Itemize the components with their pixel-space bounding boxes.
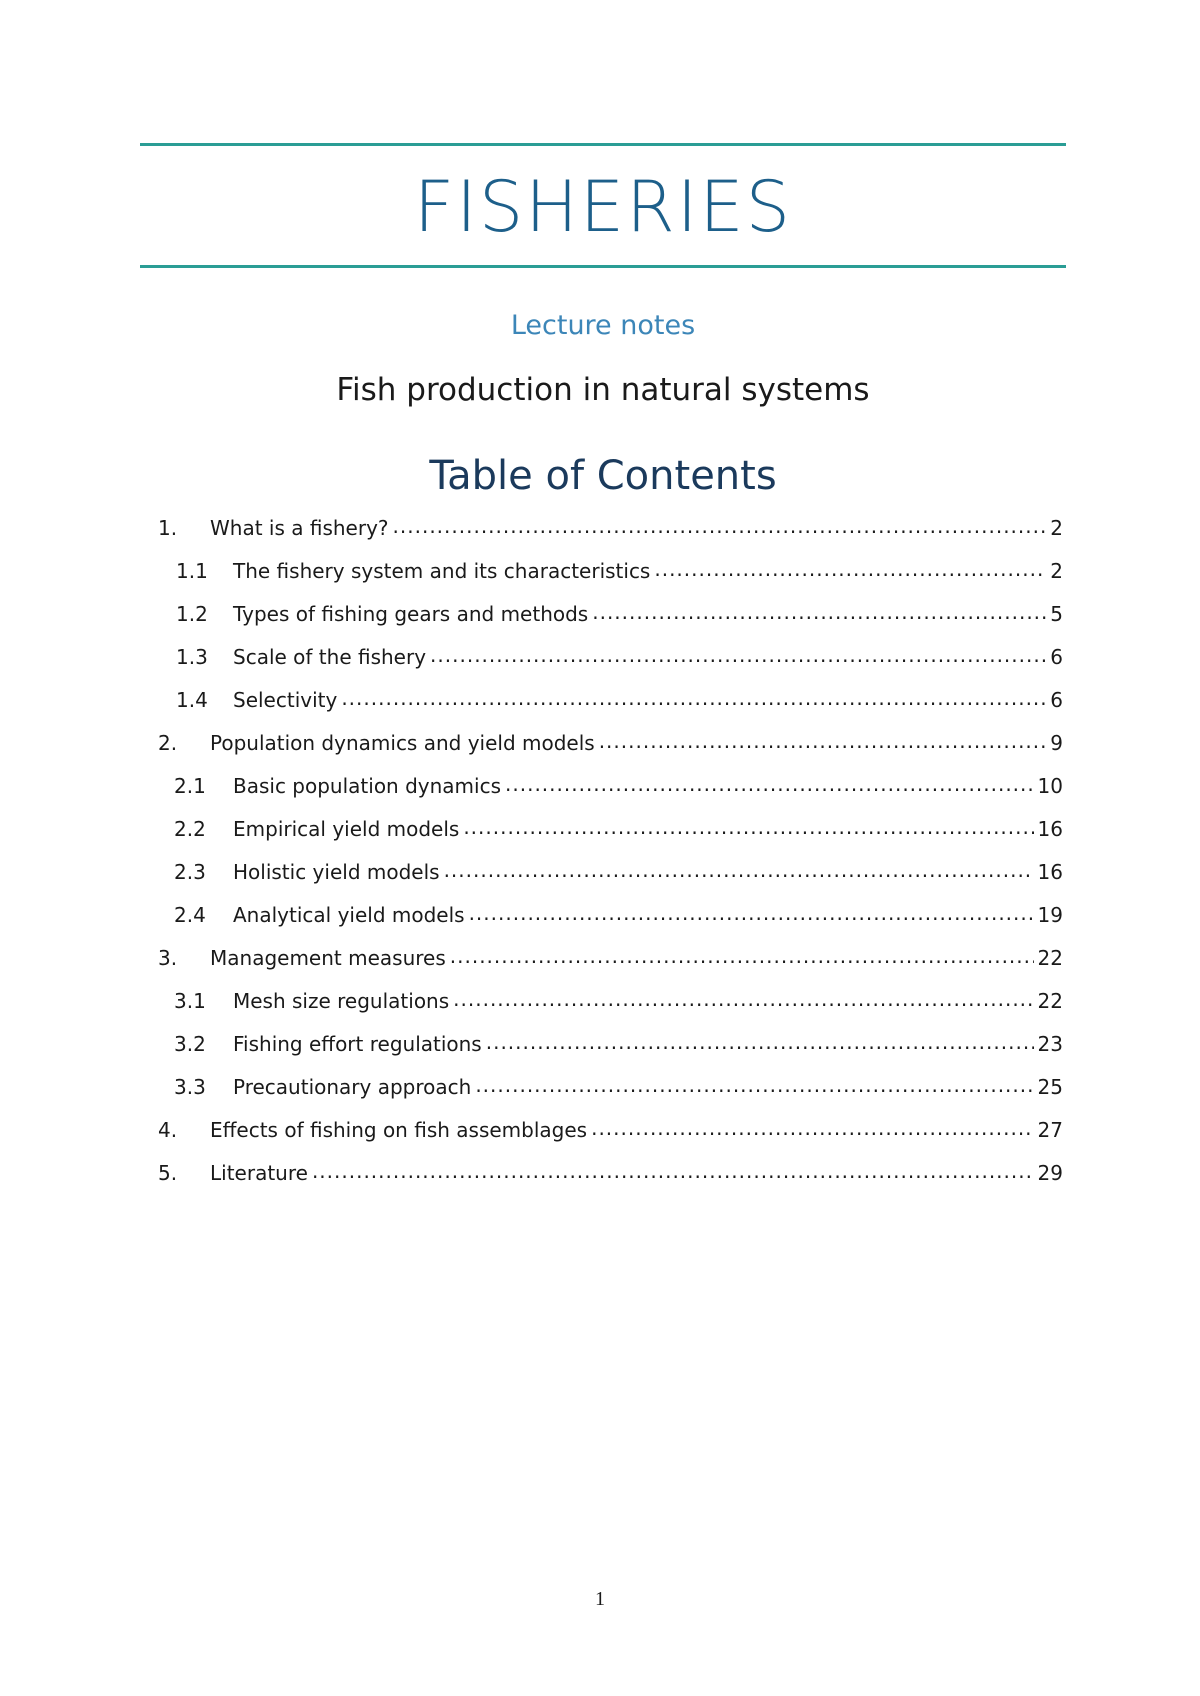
toc-entry-title: Scale of the fishery [233,644,427,669]
toc-entry-title: Basic population dynamics [233,773,502,798]
toc-entry[interactable] [158,936,1063,979]
toc-entry-page: 19 [1037,902,1063,927]
toc-leader-dots [444,864,1034,886]
toc-entry-page: 22 [1037,945,1063,970]
toc-entry[interactable] [158,1151,1063,1194]
toc-entry-page: 25 [1037,1074,1063,1099]
toc-entry-number: 1.2 [176,601,208,626]
toc-leader-dots [654,563,1046,585]
toc-entry[interactable] [158,635,1063,678]
document-title: FISHERIES [413,166,793,248]
toc-entry-page: 2 [1050,558,1063,583]
toc-entry[interactable] [158,979,1063,1022]
toc-entry-number: 2.2 [174,816,206,841]
toc-entry-title: The fishery system and its characteristics [233,558,651,583]
table-of-contents [158,506,1063,1194]
toc-leader-dots [430,649,1046,671]
toc-entry[interactable] [158,807,1063,850]
toc-entry-number: 5. [158,1160,178,1185]
toc-leader-dots [591,1122,1033,1144]
toc-leader-dots [592,606,1046,628]
toc-leader-dots [463,821,1033,843]
toc-entry-number: 4. [158,1117,178,1142]
toc-entry-page: 2 [1050,515,1063,540]
toc-entry-page: 6 [1050,644,1063,669]
toc-entry-page: 10 [1037,773,1063,798]
toc-entry[interactable] [158,592,1063,635]
toc-entry[interactable] [158,678,1063,721]
toc-entry-title: Literature [210,1160,308,1185]
toc-entry-title: Effects of fishing on fish assemblages [210,1117,588,1142]
page-number: 1 [595,1588,605,1610]
toc-entry-number: 3.1 [174,988,206,1013]
toc-title: Table of Contents [429,453,777,499]
toc-entry[interactable] [158,1065,1063,1108]
toc-leader-dots [599,735,1047,757]
toc-leader-dots [453,993,1033,1015]
toc-leader-dots [486,1036,1034,1058]
toc-entry-number: 1.4 [176,687,208,712]
toc-entry-title: Fishing effort regulations [233,1031,482,1056]
toc-entry-number: 3.3 [174,1074,206,1099]
toc-leader-dots [312,1165,1034,1187]
toc-entry-page: 27 [1037,1117,1063,1142]
toc-leader-dots [450,950,1034,972]
toc-entry-title: Management measures [210,945,446,970]
toc-entry-number: 2.1 [174,773,206,798]
toc-entry-number: 1.1 [176,558,208,583]
toc-entry-title: What is a fishery? [210,515,389,540]
toc-entry-title: Empirical yield models [233,816,460,841]
toc-entry-title: Analytical yield models [233,902,465,927]
toc-entry[interactable] [158,893,1063,936]
toc-leader-dots [505,778,1034,800]
toc-entry-title: Types of fishing gears and methods [233,601,589,626]
toc-entry-page: 23 [1037,1031,1063,1056]
toc-entry-number: 2. [158,730,178,755]
toc-entry-page: 5 [1050,601,1063,626]
toc-entry[interactable] [158,721,1063,764]
toc-entry[interactable] [158,506,1063,549]
toc-entry[interactable] [158,549,1063,592]
toc-entry-page: 9 [1050,730,1063,755]
toc-entry[interactable] [158,1108,1063,1151]
toc-entry[interactable] [158,764,1063,807]
toc-leader-dots [469,907,1034,929]
toc-leader-dots [341,692,1046,714]
toc-entry[interactable] [158,1022,1063,1065]
toc-leader-dots [393,520,1047,542]
title-rule-bottom [140,265,1066,268]
toc-entry[interactable] [158,850,1063,893]
toc-entry-number: 3. [158,945,178,970]
toc-entry-number: 3.2 [174,1031,206,1056]
toc-entry-number: 1.3 [176,644,208,669]
document-subtitle: Lecture notes [510,310,696,341]
toc-entry-title: Mesh size regulations [233,988,450,1013]
toc-entry-page: 16 [1037,816,1063,841]
toc-entry-page: 22 [1037,988,1063,1013]
document-heading: Fish production in natural systems [336,372,870,408]
toc-entry-number: 2.4 [174,902,206,927]
toc-entry-title: Precautionary approach [233,1074,472,1099]
toc-leader-dots [475,1079,1033,1101]
toc-entry-title: Population dynamics and yield models [210,730,595,755]
toc-entry-title: Selectivity [233,687,338,712]
toc-entry-title: Holistic yield models [233,859,440,884]
toc-entry-page: 29 [1037,1160,1063,1185]
title-rule-top [140,143,1066,146]
toc-entry-page: 16 [1037,859,1063,884]
toc-entry-number: 2.3 [174,859,206,884]
toc-entry-page: 6 [1050,687,1063,712]
toc-entry-number: 1. [158,515,178,540]
